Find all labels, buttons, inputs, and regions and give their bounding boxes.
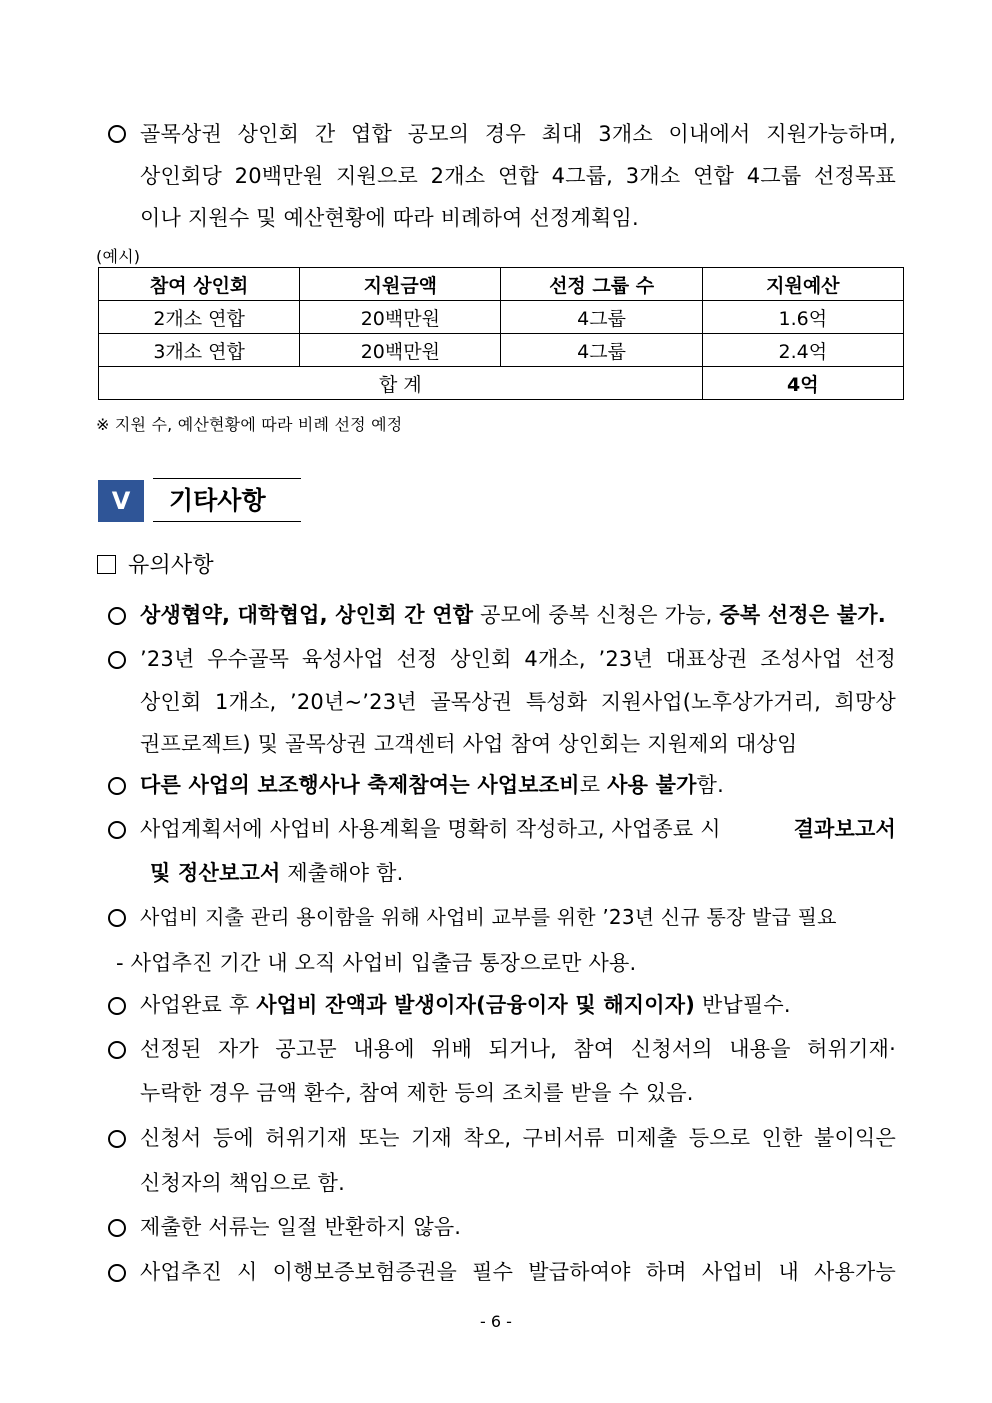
intro-line-2: 상인회당 20백만원 지원으로 2개소 연합 4그룹, 3개소 연합 4그룹 선정목표 [140, 164, 896, 188]
text: 로 [579, 773, 608, 797]
bullet-circle [108, 1261, 128, 1281]
table-row [99, 334, 904, 367]
text: 사업계획서에 사업비 사용계획을 명확히 작성하고, 사업종료 시 [140, 817, 721, 841]
table-cell: 2.4억 [702, 334, 903, 367]
table-header: 참여 상인회 [99, 268, 300, 301]
table-cell: 4그룹 [501, 301, 702, 334]
notice-item-1 [140, 599, 886, 629]
notice-item-8-line-1: 신청서 등에 허위기재 또는 기재 착오, 구비서류 미제출 등으로 인한 불이익은 [140, 1126, 896, 1150]
bold-text: 사업비 잔액과 발생이자(금융이자 및 해지이자) [256, 993, 696, 1017]
total-label: 합 계 [99, 367, 703, 400]
notice-item-5-sub: - 사업추진 기간 내 오직 사업비 입출금 통장으로만 사용. [116, 951, 637, 975]
bullet-circle [108, 122, 128, 142]
total-value: 4억 [702, 367, 903, 400]
example-label: (예시) [96, 247, 141, 266]
bullet-circle [108, 648, 128, 668]
bold-text: 다른 사업의 보조행사나 축제참여는 사업보조비 [140, 773, 580, 797]
table-cell: 2개소 연합 [99, 301, 300, 334]
notice-item-6 [140, 989, 791, 1019]
table-header: 선정 그룹 수 [501, 268, 702, 301]
bullet-circle [108, 994, 128, 1014]
bold-text: 상생협약, 대학협업, 상인회 간 연합 [140, 603, 474, 627]
table-total-row [99, 367, 904, 400]
section-number-badge: Ⅴ [98, 480, 144, 522]
text: 공모에 중복 신청은 가능, [473, 603, 720, 627]
bullet-circle [108, 818, 128, 838]
table-row [99, 301, 904, 334]
table-cell: 20백만원 [300, 334, 501, 367]
table-header: 지원금액 [300, 268, 501, 301]
subsection-title: 유의사항 [128, 553, 214, 578]
bullet-circle [108, 774, 128, 794]
bullet-circle [108, 906, 128, 926]
table-cell: 20백만원 [300, 301, 501, 334]
notice-item-2-line-1: ’23년 우수골목 육성사업 선정 상인회 4개소, ’23년 대표상권 조성사업 선정 [140, 647, 896, 671]
notice-item-4-line-1 [140, 813, 896, 843]
table-cell: 1.6억 [702, 301, 903, 334]
checkbox-square-icon [97, 555, 116, 574]
notice-item-7-line-2: 누락한 경우 금액 환수, 참여 제한 등의 조치를 받을 수 있음. [140, 1081, 694, 1105]
bold-text: 사용 불가 [607, 773, 697, 797]
text: 반납필수. [695, 993, 791, 1017]
notice-item-3 [140, 769, 724, 799]
bullet-circle [108, 1127, 128, 1147]
table-cell: 4그룹 [501, 334, 702, 367]
notice-item-7-line-1: 선정된 자가 공고문 내용에 위배 되거나, 참여 신청서의 내용을 허위기재· [140, 1037, 896, 1061]
text: 사업완료 후 [140, 993, 257, 1017]
intro-line-3: 이나 지원수 및 예산현황에 따라 비례하여 선정계획임. [140, 206, 639, 230]
page-number: - 6 - [480, 1312, 512, 1331]
text: 함. [696, 773, 724, 797]
section-title: 기타사항 [153, 478, 301, 522]
notice-item-10: 사업추진 시 이행보증보험증권을 필수 발급하여야 하며 사업비 내 사용가능 [140, 1260, 896, 1284]
bullet-circle [108, 604, 128, 624]
notice-item-2-line-3: 권프로젝트) 및 골목상권 고객센터 사업 참여 상인회는 지원제외 대상임 [140, 732, 798, 756]
table-cell: 3개소 연합 [99, 334, 300, 367]
bold-text: 결과보고서 [793, 817, 896, 841]
table-note: ※ 지원 수, 예산현황에 따라 비례 선정 예정 [96, 415, 403, 434]
bullet-circle [108, 1216, 128, 1236]
budget-table [98, 267, 904, 400]
notice-item-2-line-2: 상인회 1개소, ’20년~’23년 골목상권 특성화 지원사업(노후상가거리, 희망상 [140, 690, 896, 714]
bullet-circle [108, 1038, 128, 1058]
text: 제출해야 함. [280, 861, 404, 885]
bold-text: 및 정산보고서 [150, 861, 281, 885]
bold-text: 중복 선정은 불가. [719, 603, 886, 627]
notice-item-5: 사업비 지출 관리 용이함을 위해 사업비 교부를 위한 ’23년 신규 통장 발급 필요 [140, 905, 837, 929]
table-header: 지원예산 [702, 268, 903, 301]
table-header-row [99, 268, 904, 301]
intro-line-1: 골목상권 상인회 간 엽합 공모의 경우 최대 3개소 이내에서 지원가능하며, [140, 122, 896, 146]
notice-item-4-line-2 [150, 857, 404, 887]
notice-item-8-line-2: 신청자의 책임으로 함. [140, 1171, 345, 1195]
notice-item-9: 제출한 서류는 일절 반환하지 않음. [140, 1215, 462, 1239]
